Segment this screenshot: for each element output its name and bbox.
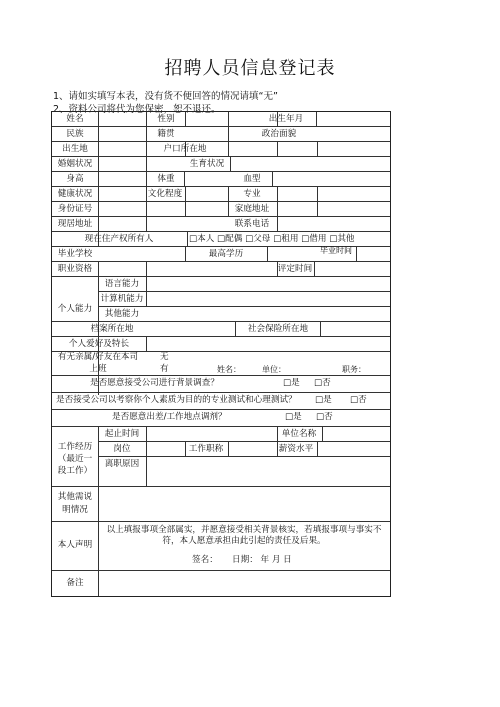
background-check-no[interactable]: □否 [314, 378, 331, 388]
relatives-have: 有 [160, 364, 169, 374]
label-political: 政治面貌 [261, 129, 297, 139]
question-professional-test: 是否接受公司以考察你个人素质为目的的专业测试和心理测试？ [56, 395, 297, 405]
label-computer-ability: 计算机能力 [100, 294, 144, 304]
label-phone: 联系电话 [234, 219, 270, 229]
label-abilities: 个人能力 [57, 304, 93, 314]
label-position: 岗位 [113, 444, 131, 454]
label-other-line2: 明情况 [62, 505, 88, 515]
declaration-text: 以上填报事项全部属实，并愿意接受相关背景核实，若填报事项与事实不符，本人愿意承担由此引起的责任及后果。 [106, 525, 382, 546]
label-relatives-line1: 有无亲属/好友在本司 [57, 352, 139, 362]
property-options[interactable]: □本人 □配偶 □父母 □租用 □借用 □其他 [189, 234, 355, 244]
label-evaluation-time: 评定时间 [277, 264, 313, 274]
declaration-date: 日期： 年 月 日 [232, 555, 292, 565]
label-work-line3: 段工作） [57, 466, 93, 476]
label-archive: 档案所在地 [90, 324, 134, 334]
label-marital: 婚姻状况 [57, 159, 93, 169]
professional-test-no[interactable]: □否 [350, 395, 367, 405]
relatives-none: 无 [160, 352, 169, 362]
label-birth: 出生年月 [268, 114, 304, 124]
label-property-owner: 现在住产权所有人 [84, 234, 154, 244]
label-ethnicity: 民族 [66, 129, 84, 139]
label-social-security: 社会保险所在地 [247, 324, 309, 334]
label-name: 姓名 [66, 114, 84, 124]
declaration-sign: 签名： [192, 555, 218, 565]
label-start-time: 起止时间 [104, 429, 140, 439]
label-id-no: 身份证号 [57, 204, 93, 214]
label-work-line2: （最近一 [57, 454, 93, 464]
relatives-unit: 单位： [262, 365, 286, 374]
label-highest-degree: 最高学历 [208, 249, 244, 259]
label-work-line1: 工作经历 [57, 442, 93, 452]
label-native-place: 籍贯 [157, 129, 175, 139]
instruction-note-2: 2、资料公司将代为您保密，恕不退还。 [53, 104, 221, 115]
label-current-address: 现居地址 [57, 219, 93, 229]
label-fertility: 生育状况 [189, 159, 225, 169]
label-grad-time: 毕业时间 [320, 246, 352, 255]
registration-form [51, 111, 391, 597]
question-business-travel: 是否愿意出差/工作地点调剂？ [112, 412, 227, 422]
label-weight: 体重 [157, 174, 175, 184]
label-health: 健康状况 [57, 189, 93, 199]
label-birthplace: 出生地 [62, 144, 88, 154]
relatives-name: 姓名： [217, 365, 241, 374]
label-job-title: 工作职称 [188, 444, 224, 454]
page-title: 招聘人员信息登记表 [164, 58, 336, 79]
label-qualification: 职业资格 [57, 264, 93, 274]
label-salary: 薪资水平 [278, 444, 314, 454]
label-leave-reason: 离职原因 [104, 459, 140, 469]
label-relatives-line2: 上班 [89, 364, 107, 374]
relatives-position: 职务： [342, 365, 366, 374]
label-hukou: 户口所在地 [163, 144, 207, 154]
label-blood: 血型 [243, 174, 261, 184]
business-travel-no[interactable]: □否 [316, 412, 333, 422]
background-check-yes[interactable]: □是 [283, 378, 300, 388]
question-background-check: 是否愿意接受公司进行背景调查？ [90, 378, 219, 388]
label-height: 身高 [66, 174, 84, 184]
business-travel-yes[interactable]: □是 [285, 412, 302, 422]
label-major: 专业 [243, 189, 261, 199]
label-gender: 性别 [157, 114, 175, 124]
label-hobbies: 个人爱好及特长 [68, 339, 130, 349]
label-language-ability: 语言能力 [104, 279, 140, 289]
professional-test-yes[interactable]: □是 [315, 395, 332, 405]
label-home-address: 家庭地址 [234, 204, 270, 214]
label-remarks: 备注 [66, 578, 84, 588]
label-education: 文化程度 [147, 189, 183, 199]
label-company: 单位名称 [281, 429, 317, 439]
label-declaration: 本人声明 [57, 540, 93, 550]
label-other-ability: 其他能力 [104, 309, 140, 319]
label-other-line1: 其他需说 [57, 492, 93, 502]
label-school: 毕业学校 [57, 249, 93, 259]
instruction-note-1: 1、请如实填写本表，没有货不便回答的情况请填“无” [53, 91, 278, 102]
